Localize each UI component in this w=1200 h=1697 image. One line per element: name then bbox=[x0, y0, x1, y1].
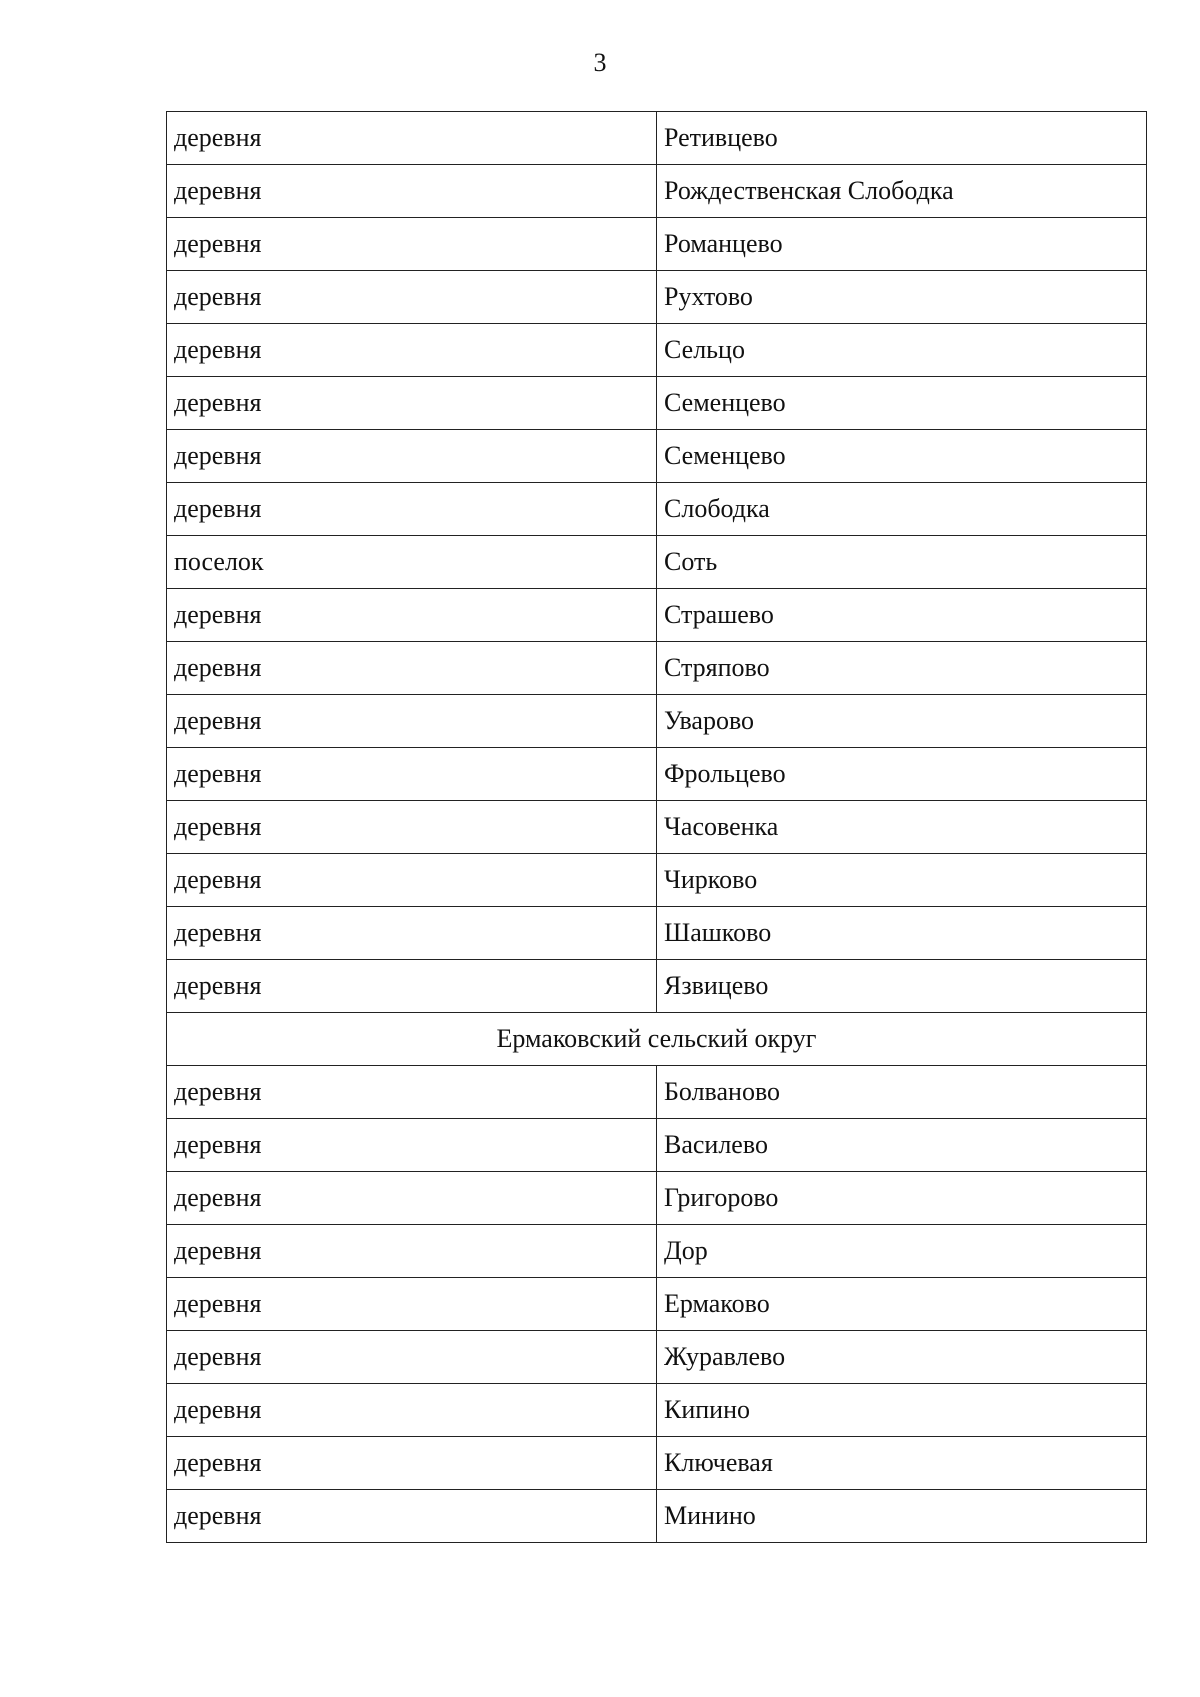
settlement-type-cell: деревня bbox=[167, 377, 657, 430]
settlement-name-cell: Семенцево bbox=[657, 430, 1147, 483]
table-row bbox=[167, 748, 1147, 801]
settlement-name-cell: Шашково bbox=[657, 907, 1147, 960]
table-row bbox=[167, 536, 1147, 589]
settlement-type-cell: деревня bbox=[167, 695, 657, 748]
settlements-table-body bbox=[167, 112, 1147, 1543]
table-row bbox=[167, 695, 1147, 748]
table-row bbox=[167, 165, 1147, 218]
table-row bbox=[167, 324, 1147, 377]
settlement-type-cell: деревня bbox=[167, 165, 657, 218]
settlement-type-cell: деревня bbox=[167, 960, 657, 1013]
table-row bbox=[167, 1437, 1147, 1490]
table-row bbox=[167, 430, 1147, 483]
table-row bbox=[167, 377, 1147, 430]
settlement-type-cell: деревня bbox=[167, 748, 657, 801]
settlement-name-cell: Соть bbox=[657, 536, 1147, 589]
settlement-name-cell: Григорово bbox=[657, 1172, 1147, 1225]
table-row bbox=[167, 960, 1147, 1013]
settlement-type-cell: деревня bbox=[167, 1490, 657, 1543]
settlement-type-cell: деревня bbox=[167, 483, 657, 536]
settlement-name-cell: Сельцо bbox=[657, 324, 1147, 377]
settlements-table bbox=[166, 111, 1147, 1543]
settlement-type-cell: деревня bbox=[167, 1384, 657, 1437]
settlement-type-cell: деревня bbox=[167, 1119, 657, 1172]
settlement-type-cell: деревня bbox=[167, 1172, 657, 1225]
settlement-name-cell: Фрольцево bbox=[657, 748, 1147, 801]
settlement-name-cell: Семенцево bbox=[657, 377, 1147, 430]
table-row bbox=[167, 1490, 1147, 1543]
settlement-type-cell: деревня bbox=[167, 907, 657, 960]
table-row bbox=[167, 854, 1147, 907]
settlement-type-cell: деревня bbox=[167, 1278, 657, 1331]
settlement-name-cell: Василево bbox=[657, 1119, 1147, 1172]
settlement-name-cell: Рождественская Слободка bbox=[657, 165, 1147, 218]
table-row bbox=[167, 801, 1147, 854]
settlement-type-cell: деревня bbox=[167, 642, 657, 695]
settlement-type-cell: деревня bbox=[167, 854, 657, 907]
settlement-type-cell: деревня bbox=[167, 589, 657, 642]
table-row bbox=[167, 112, 1147, 165]
table-row bbox=[167, 589, 1147, 642]
table-row bbox=[167, 271, 1147, 324]
settlement-name-cell: Ретивцево bbox=[657, 112, 1147, 165]
settlement-type-cell: деревня bbox=[167, 1066, 657, 1119]
table-row bbox=[167, 1384, 1147, 1437]
table-row bbox=[167, 907, 1147, 960]
table-row bbox=[167, 483, 1147, 536]
settlement-name-cell: Болваново bbox=[657, 1066, 1147, 1119]
settlement-type-cell: деревня bbox=[167, 1437, 657, 1490]
settlement-name-cell: Ермаково bbox=[657, 1278, 1147, 1331]
settlement-type-cell: деревня bbox=[167, 271, 657, 324]
table-row bbox=[167, 1278, 1147, 1331]
settlement-type-cell: деревня bbox=[167, 218, 657, 271]
settlement-name-cell: Журавлево bbox=[657, 1331, 1147, 1384]
settlement-name-cell: Ключевая bbox=[657, 1437, 1147, 1490]
table-row bbox=[167, 1172, 1147, 1225]
section-heading-row bbox=[167, 1013, 1147, 1066]
settlement-type-cell: деревня bbox=[167, 1331, 657, 1384]
settlement-name-cell: Уварово bbox=[657, 695, 1147, 748]
settlement-name-cell: Минино bbox=[657, 1490, 1147, 1543]
settlement-type-cell: деревня bbox=[167, 801, 657, 854]
table-row bbox=[167, 1225, 1147, 1278]
settlement-name-cell: Кипино bbox=[657, 1384, 1147, 1437]
settlement-type-cell: деревня bbox=[167, 1225, 657, 1278]
settlement-name-cell: Часовенка bbox=[657, 801, 1147, 854]
table-row bbox=[167, 1119, 1147, 1172]
settlement-type-cell: деревня bbox=[167, 324, 657, 377]
settlement-name-cell: Чирково bbox=[657, 854, 1147, 907]
settlement-name-cell: Романцево bbox=[657, 218, 1147, 271]
settlement-type-cell: поселок bbox=[167, 536, 657, 589]
section-heading: Ермаковский сельский округ bbox=[167, 1013, 1147, 1066]
table-row bbox=[167, 1066, 1147, 1119]
settlement-name-cell: Слободка bbox=[657, 483, 1147, 536]
settlement-name-cell: Страшево bbox=[657, 589, 1147, 642]
settlement-type-cell: деревня bbox=[167, 430, 657, 483]
settlement-type-cell: деревня bbox=[167, 112, 657, 165]
table-row bbox=[167, 642, 1147, 695]
settlement-name-cell: Стряпово bbox=[657, 642, 1147, 695]
settlement-name-cell: Язвицево bbox=[657, 960, 1147, 1013]
settlement-name-cell: Рухтово bbox=[657, 271, 1147, 324]
table-row bbox=[167, 218, 1147, 271]
page-number: 3 bbox=[593, 48, 607, 77]
settlement-name-cell: Дор bbox=[657, 1225, 1147, 1278]
table-row bbox=[167, 1331, 1147, 1384]
